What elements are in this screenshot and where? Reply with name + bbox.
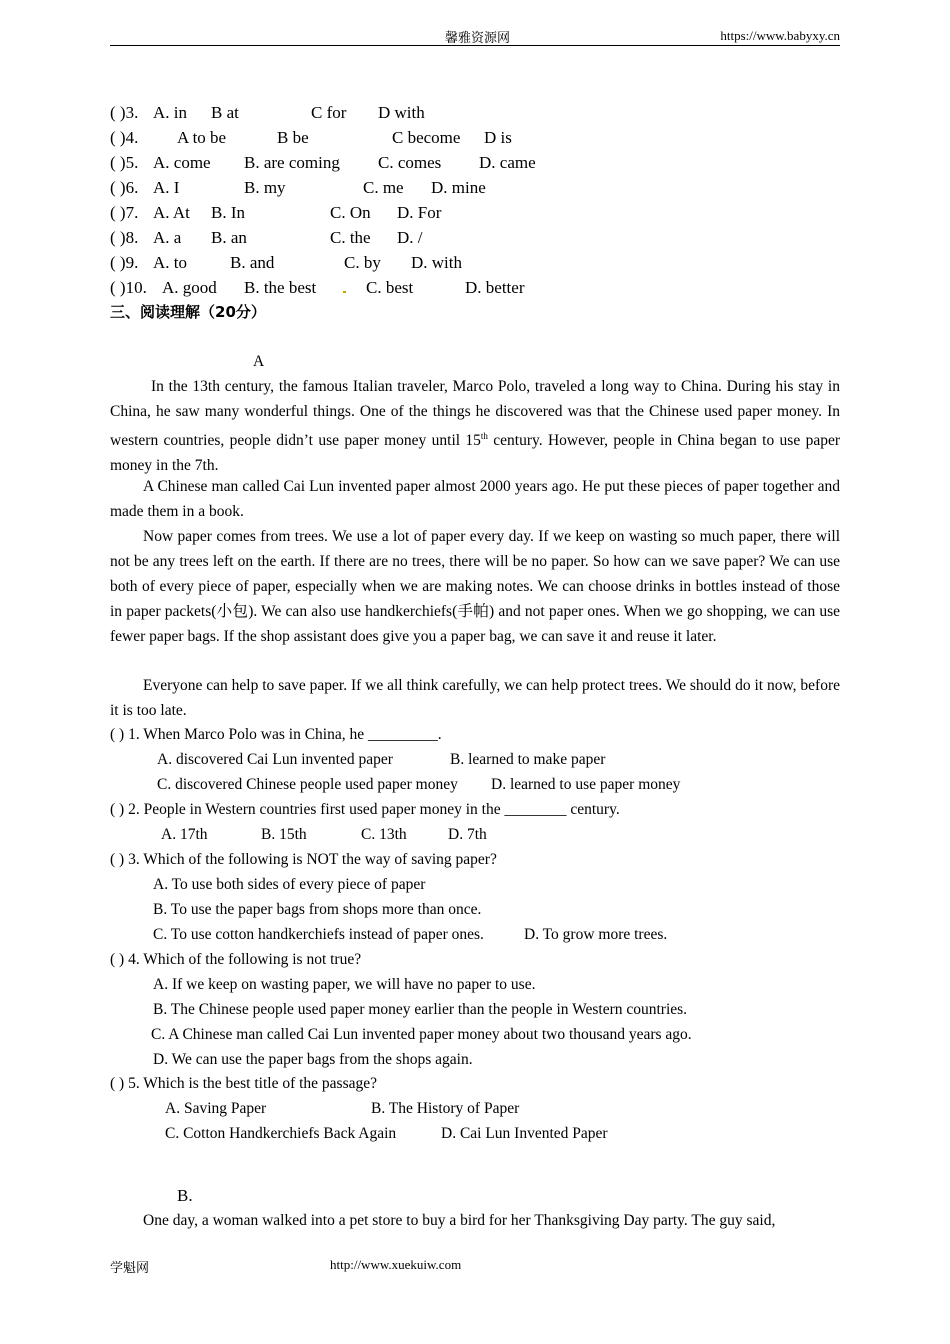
q3-option-b: B. To use the paper bags from shops more than once. [153,901,482,918]
option-b: B. In [211,203,245,222]
q4-option-a: A. If we keep on wasting paper, we will have no paper to use. [153,976,536,993]
section-title: 三、阅读理解（20分） [110,303,266,321]
passage-a-paragraph-1 [110,374,840,478]
q1-option-b: B. learned to make paper [450,751,606,768]
question-5: ( ) 5. Which is the best title of the passage? [110,1075,378,1092]
footer-site-name: 学魁网 [110,1260,150,1275]
option-d: D. came [479,153,536,172]
question-number: ( )5. [110,153,139,172]
paragraph-text: century. However, people in China began to use paper money in the 7th. [110,432,840,475]
question-number: ( )7. [110,203,139,222]
header-url[interactable]: https://www.babyxy.cn [720,28,840,43]
question-number: ( )6. [110,178,139,197]
q1-option-a: A. discovered Cai Lun invented paper [157,751,393,768]
q3-option-d: D. To grow more trees. [524,926,668,943]
header-rule [110,45,840,46]
option-b: B. an [211,228,247,247]
q2-option-a: A. 17th [161,826,208,843]
q4-option-d: D. We can use the paper bags from the shops again. [153,1051,473,1068]
option-c: C. On [330,203,371,222]
option-c: C. by [344,253,381,272]
option-d: D. with [411,253,462,272]
option-a: A. a [153,228,182,247]
option-d: D with [378,103,425,122]
footer-url[interactable]: http://www.xuekuiw.com [330,1257,462,1272]
option-a: A. good [162,278,217,297]
q2-option-c: C. 13th [361,826,407,843]
question-number: ( )8. [110,228,139,247]
option-a: A. to [153,253,187,272]
option-c: C. comes [378,153,442,172]
q2-option-b: B. 15th [261,826,307,843]
stray-mark [343,291,346,293]
passage-b-paragraph-1: One day, a woman walked into a pet store to buy a bird for her Thanksgiving Day party. The guy said, [143,1212,776,1229]
question-number: ( )10. [110,278,147,297]
q5-option-d: D. Cai Lun Invented Paper [441,1125,608,1142]
option-b: B. the best [244,278,317,297]
option-a: A. At [153,203,190,222]
passage-a-paragraph-3: Now paper comes from trees. We use a lot of paper every day. If we keep on wasting so much paper, there will not be any trees left on the earth. If there are no trees, there will be no paper. So how can we save paper? We can use both of every piece of paper, especially when we are making notes. We can choose drinks in bottles instead of those in paper packets(小包). We can also use handkerchiefs(手帕) and not paper ones. When we go shopping, we can use fewer paper bags. If the shop assistant does give you a paper bag, we can save it and reuse it later. [110,528,840,645]
option-d: D. For [397,203,442,222]
option-c: C. me [363,178,404,197]
question-1: ( ) 1. When Marco Polo was in China, he _________. [110,726,442,743]
q1-option-c: C. discovered Chinese people used paper money [157,776,458,793]
option-b: B be [277,128,309,147]
option-a: A. come [153,153,211,172]
option-a: A. I [153,178,180,197]
question-2: ( ) 2. People in Western countries first used paper money in the ________ century. [110,801,620,818]
option-b: B. my [244,178,286,197]
option-c: C. the [330,228,371,247]
question-number: ( )4. [110,128,139,147]
option-b: B at [211,103,239,122]
superscript: th [480,431,488,441]
q5-option-c: C. Cotton Handkerchiefs Back Again [165,1125,397,1142]
option-c: C for [311,103,347,122]
question-number: ( )3. [110,103,139,122]
option-c: C. best [366,278,414,297]
option-a: A to be [177,128,227,147]
q3-option-a: A. To use both sides of every piece of paper [153,876,426,893]
option-d: D. better [465,278,525,297]
q3-option-c: C. To use cotton handkerchiefs instead of paper ones. [153,926,484,943]
q2-option-d: D. 7th [448,826,487,843]
q4-option-b: B. The Chinese people used paper money earlier than the people in Western countries. [153,1001,688,1018]
question-3: ( ) 3. Which of the following is NOT the way of saving paper? [110,851,497,868]
passage-a-paragraph-4: Everyone can help to save paper. If we all think carefully, we can help protect trees. We should do it now, before it is too late. [110,677,840,719]
passage-a-label: A [253,353,265,370]
question-number: ( )9. [110,253,139,272]
q5-option-a: A. Saving Paper [165,1100,267,1117]
option-d: D. mine [431,178,486,197]
question-4: ( ) 4. Which of the following is not true? [110,951,362,968]
option-d: D is [484,128,512,147]
q5-option-b: B. The History of Paper [371,1100,520,1117]
option-c: C become [392,128,461,147]
passage-b-label: B. [177,1186,193,1205]
q1-option-d: D. learned to use paper money [491,776,681,793]
q4-option-c: C. A Chinese man called Cai Lun invented paper money about two thousand years ago. [151,1026,692,1043]
header-site-name: 馨雅资源网 [445,30,511,45]
option-b: B. are coming [244,153,340,172]
passage-a-paragraph-2: A Chinese man called Cai Lun invented paper almost 2000 years ago. He put these pieces of paper together and made them in a book. [110,478,840,520]
option-b: B. and [230,253,275,272]
option-a: A. in [153,103,187,122]
paragraph-text: In the 13th century, the famous Italian traveler, Marco Polo, traveled a long way to China. During his stay in China, he saw many wonderful things. One of the things he discovered was that the Chinese used paper money. In western countries, people didn’t use paper money until 15 [110,378,840,450]
option-d: D. / [397,228,423,247]
